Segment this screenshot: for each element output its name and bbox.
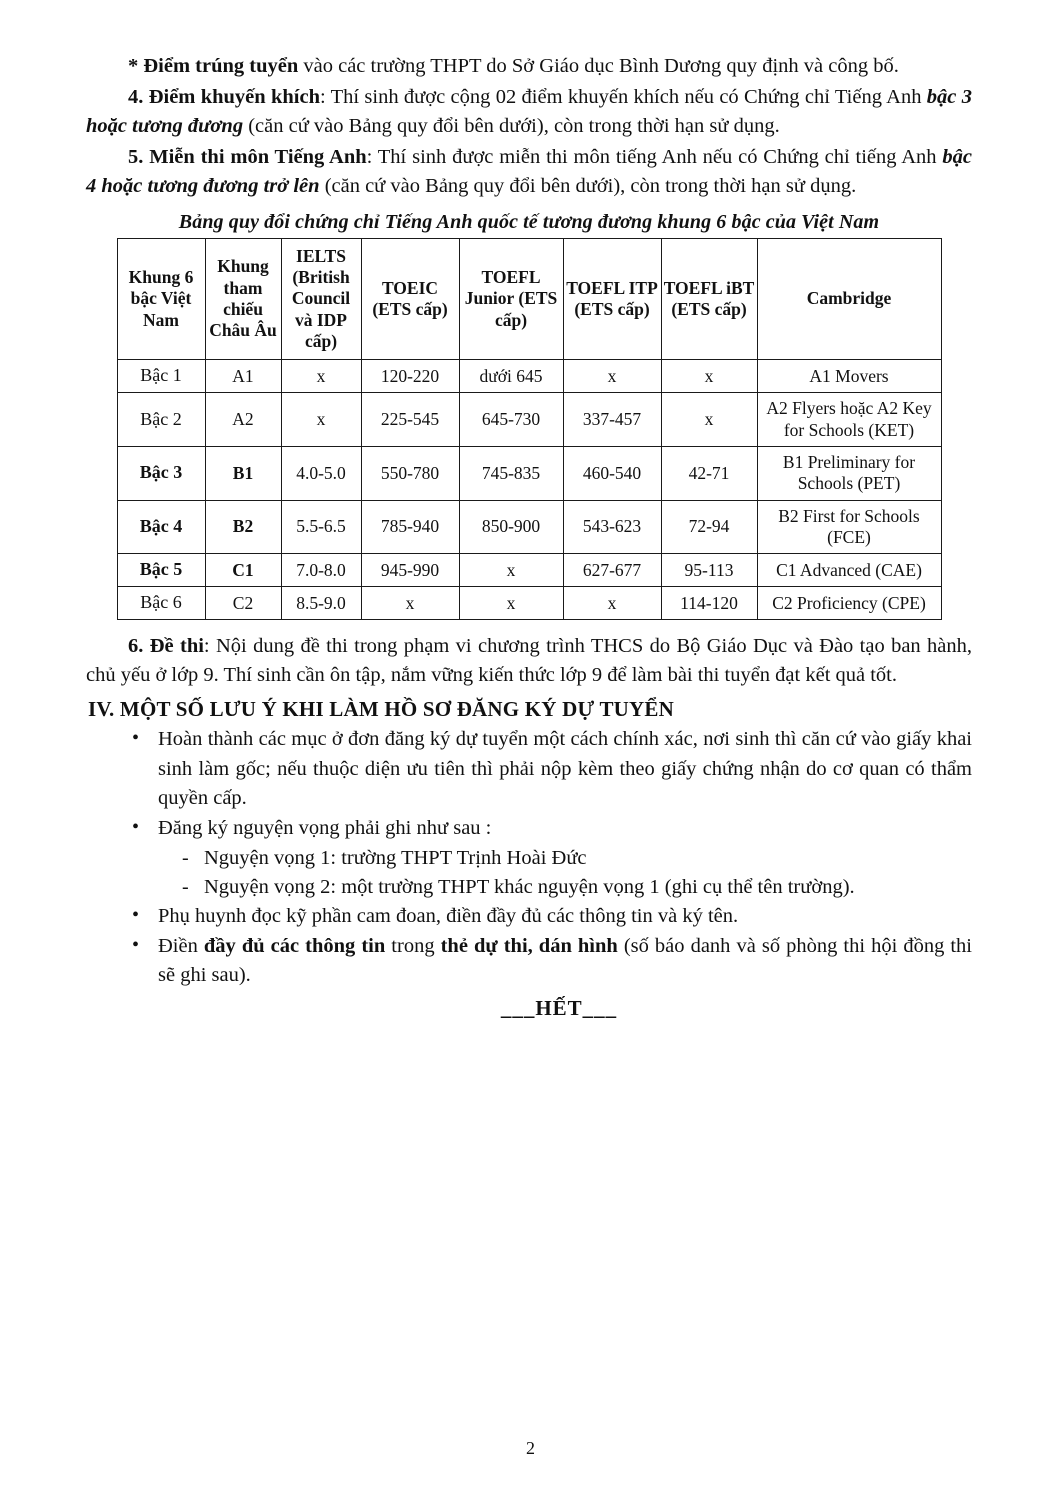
table-caption: Bảng quy đổi chứng chỉ Tiếng Anh quốc tế tương đương khung 6 bậc của Việt Nam <box>178 210 880 233</box>
table-cell: 120-220 <box>361 360 459 393</box>
table-header-cell: Khung 6 bậc Việt Nam <box>117 238 205 360</box>
bullet-dot-icon: • <box>132 727 140 750</box>
list-item-text <box>158 905 738 927</box>
table-cell: C1 Advanced (CAE) <box>757 554 941 587</box>
text-run: : Thí sinh được miễn thi môn tiếng Anh nếu có Chứng chỉ tiếng Anh <box>366 146 943 169</box>
text-run: Đề thi <box>149 635 204 658</box>
table-cell: 745-835 <box>459 446 563 500</box>
table-cell: Bậc 4 <box>117 500 205 554</box>
table-cell: x <box>563 587 661 620</box>
list-item-text <box>158 935 972 986</box>
english-certificate-conversion-table <box>117 238 942 621</box>
document-body <box>86 52 972 1021</box>
table-header-cell: IELTS (British Council và IDP cấp) <box>281 238 361 360</box>
list-item-text <box>158 728 972 808</box>
table-header-cell: TOEFL Junior (ETS cấp) <box>459 238 563 360</box>
table-cell: 337-457 <box>563 393 661 447</box>
text-run: bậc 4 hoặc tương đương trở lên <box>86 146 972 198</box>
text-run: Miễn thi môn Tiếng Anh <box>149 146 367 169</box>
table-cell: 114-120 <box>661 587 757 620</box>
page-number: 2 <box>526 1438 535 1458</box>
list-item <box>86 932 972 990</box>
table-cell: x <box>459 554 563 587</box>
text-run: (căn cứ vào Bảng quy đổi bên dưới), còn trong thời hạn sử dụng. <box>324 175 857 198</box>
sub-list <box>86 844 972 902</box>
table-cell: x <box>661 360 757 393</box>
table-cell: x <box>661 393 757 447</box>
table-cell: 945-990 <box>361 554 459 587</box>
dash-bullet-icon: - <box>182 875 189 898</box>
table-cell: x <box>281 393 361 447</box>
table-cell: 550-780 <box>361 446 459 500</box>
table-cell: C2 <box>205 587 281 620</box>
table-cell: B2 First for Schools (FCE) <box>757 500 941 554</box>
table-cell: 627-677 <box>563 554 661 587</box>
table-row <box>117 587 941 620</box>
sub-list-item <box>86 844 972 873</box>
text-run: Điểm trúng tuyển <box>143 55 304 77</box>
list-item-text <box>158 817 491 839</box>
table-header-cell: Khung tham chiếu Châu Âu <box>205 238 281 360</box>
table-cell: A1 <box>205 360 281 393</box>
table-cell: Bậc 3 <box>117 446 205 500</box>
dash-bullet-icon: - <box>182 846 189 869</box>
table-cell: 225-545 <box>361 393 459 447</box>
table-cell: 460-540 <box>563 446 661 500</box>
text-run: (căn cứ vào Bảng quy đổi bên dưới), còn trong thời hạn sử dụng. <box>248 115 780 138</box>
bullet-dot-icon: • <box>132 934 140 957</box>
table-cell: 543-623 <box>563 500 661 554</box>
table-row <box>117 554 941 587</box>
text-run: 5. <box>128 146 150 169</box>
list-item <box>86 902 972 931</box>
text-run: thẻ dự thi, dán hình <box>440 935 624 958</box>
sub-list-item <box>86 873 972 902</box>
table-cell: x <box>361 587 459 620</box>
table-cell: 4.0-5.0 <box>281 446 361 500</box>
table-cell: x <box>459 587 563 620</box>
text-run: Đăng ký nguyện vọng phải ghi như sau : <box>158 816 492 839</box>
table-row <box>117 446 941 500</box>
section-heading-iv: IV. MỘT SỐ LƯU Ý KHI LÀM HỒ SƠ ĐĂNG KÝ DỰ TUYỂN <box>88 697 674 722</box>
text-run: Phụ huynh đọc kỹ phần cam đoan, điền đầy đủ các thông tin và ký tên. <box>158 905 739 928</box>
sub-list-item-text: Nguyện vọng 1: trường THPT Trịnh Hoài Đức <box>204 846 587 869</box>
text-run: 6. <box>128 635 150 658</box>
table-header-row <box>117 238 941 360</box>
table-cell: 645-730 <box>459 393 563 447</box>
table-cell: B1 Preliminary for Schools (PET) <box>757 446 941 500</box>
text-run: trong <box>391 935 441 958</box>
table-cell: B2 <box>205 500 281 554</box>
paragraph-de-thi <box>86 632 972 690</box>
table-cell: Bậc 6 <box>117 587 205 620</box>
table-cell: 785-940 <box>361 500 459 554</box>
text-run: : Nội dung đề thi trong phạm vi chương trình THCS do Bộ Giáo Dục và Đào tạo ban hành, chủ yếu ở lớp 9. Thí sinh cần ôn tập, nắm vững kiến thức lớp 9 để làm bài thi tuyển đạt kết quả tốt. <box>86 635 972 687</box>
table-cell: C2 Proficiency (CPE) <box>757 587 941 620</box>
table-cell: 95-113 <box>661 554 757 587</box>
text-run: bậc 3 hoặc tương đương <box>86 86 972 138</box>
table-header-cell: TOEFL iBT (ETS cấp) <box>661 238 757 360</box>
table-cell: 7.0-8.0 <box>281 554 361 587</box>
table-header-cell: Cambridge <box>757 238 941 360</box>
text-run: Điểm khuyến khích <box>148 86 320 109</box>
table-cell: Bậc 1 <box>117 360 205 393</box>
bullet-dot-icon: • <box>132 904 140 927</box>
table-cell: dưới 645 <box>459 360 563 393</box>
table-cell: Bậc 2 <box>117 393 205 447</box>
table-cell: 5.5-6.5 <box>281 500 361 554</box>
table-row <box>117 360 941 393</box>
table-cell: A2 <box>205 393 281 447</box>
paragraph-diem-khuyen-khich <box>86 83 972 141</box>
text-run: 4. <box>128 86 149 109</box>
table-row <box>117 393 941 447</box>
table-cell: B1 <box>205 446 281 500</box>
list-item <box>86 814 972 843</box>
table-cell: 8.5-9.0 <box>281 587 361 620</box>
table-cell: 42-71 <box>661 446 757 500</box>
table-cell: x <box>563 360 661 393</box>
table-cell: 72-94 <box>661 500 757 554</box>
table-header-cell: TOEIC (ETS cấp) <box>361 238 459 360</box>
table-cell: C1 <box>205 554 281 587</box>
text-run: Hoàn thành các mục ở đơn đăng ký dự tuyển một cách chính xác, nơi sinh thì căn cứ vào giấy khai sinh làm gốc; nếu thuộc diện ưu tiên thì phải nộp kèm theo giấy chứng nhận do cơ quan có thẩm quyền cấp. <box>158 728 972 809</box>
text-run: * <box>128 55 144 77</box>
text-run: (số báo danh và số phòng thi hội đồng thi sẽ ghi sau). <box>158 935 972 987</box>
sub-list-item-text: Nguyện vọng 2: một trường THPT khác nguyện vọng 1 (ghi cụ thể tên trường). <box>204 875 855 898</box>
paragraph-diem-trung-tuyen <box>86 52 972 81</box>
table-header-cell: TOEFL ITP (ETS cấp) <box>563 238 661 360</box>
text-run: : Thí sinh được cộng 02 điểm khuyến khích nếu có Chứng chỉ Tiếng Anh <box>319 86 927 109</box>
table-cell: x <box>281 360 361 393</box>
table-cell: A1 Movers <box>757 360 941 393</box>
end-marker: ___HẾT___ <box>500 996 618 1021</box>
list-item <box>86 725 972 812</box>
table-cell: A2 Flyers hoặc A2 Key for Schools (KET) <box>757 393 941 447</box>
table-row <box>117 500 941 554</box>
bullet-dot-icon: • <box>132 815 140 838</box>
text-run: đầy đủ các thông tin <box>203 935 392 958</box>
table-cell: 850-900 <box>459 500 563 554</box>
paragraph-mien-thi-tieng-anh <box>86 143 972 201</box>
text-run: Điền <box>158 935 204 958</box>
table-cell: Bậc 5 <box>117 554 205 587</box>
text-run: vào các trường THPT do Sở Giáo dục Bình Dương quy định và công bố. <box>303 55 899 77</box>
notes-bullet-list <box>86 725 972 990</box>
